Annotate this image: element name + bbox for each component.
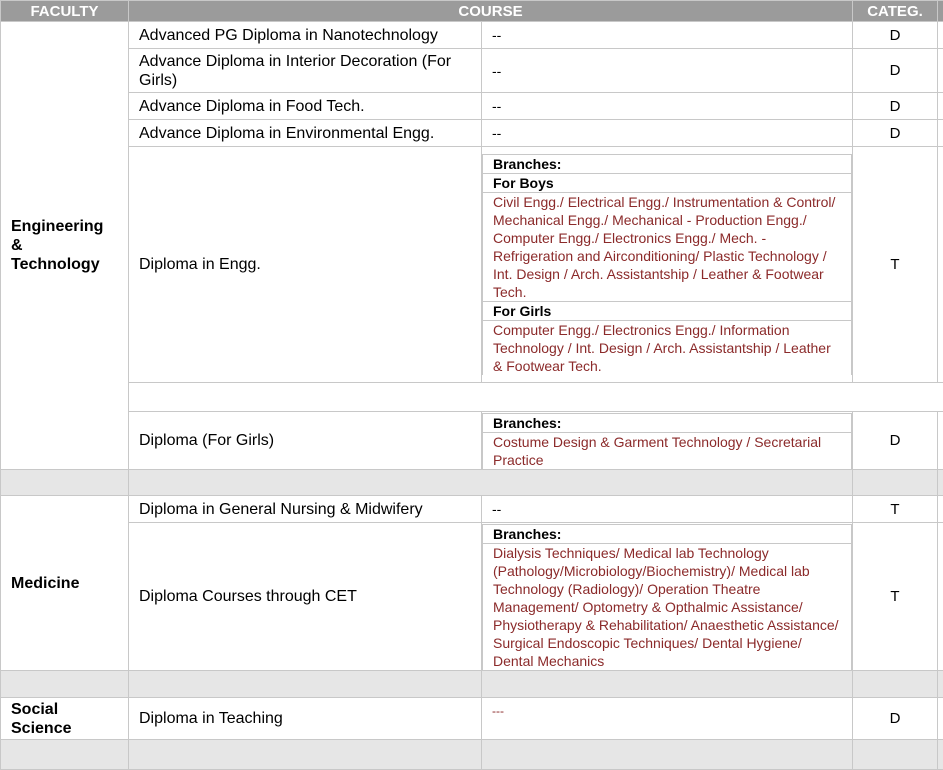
course-name: Advance Diploma in Food Tech. xyxy=(129,93,482,120)
table-row xyxy=(1,93,943,120)
girls-branches: Costume Design & Garment Technology / Secretarial Practice xyxy=(483,432,852,469)
course-name: Diploma in Teaching xyxy=(129,698,482,740)
boys-label: For Boys xyxy=(483,174,852,193)
row-end xyxy=(938,496,943,523)
gap-row xyxy=(1,671,943,698)
category-badge: D xyxy=(853,49,938,93)
category-badge: D xyxy=(853,698,938,740)
gap-row xyxy=(1,740,943,770)
branches-label: Branches: xyxy=(483,413,852,432)
faculty-social-science: Social Science xyxy=(1,698,129,740)
gap-cell xyxy=(938,740,943,770)
course-detail: -- xyxy=(482,49,853,93)
table-row xyxy=(1,412,943,470)
gap-cell xyxy=(482,671,853,698)
gap-cell xyxy=(938,671,943,698)
table-row xyxy=(1,147,943,383)
row-end xyxy=(938,22,943,49)
detail-dash: --- xyxy=(492,704,504,718)
category-badge: D xyxy=(853,22,938,49)
branches-label: Branches: xyxy=(483,155,852,174)
course-name: Advance Diploma in Interior Decoration (For Girls) xyxy=(129,49,482,93)
course-detail: -- xyxy=(482,496,853,523)
course-name: Diploma Courses through CET xyxy=(129,523,482,671)
gap-cell xyxy=(129,470,853,496)
branches-label: Branches: xyxy=(483,524,852,543)
branch-list xyxy=(482,524,852,670)
course-name: Advanced PG Diploma in Nanotechnology xyxy=(129,22,482,49)
table-row xyxy=(1,120,943,147)
row-end xyxy=(938,523,943,671)
cet-branches: Dialysis Techniques/ Medical lab Technology (Pathology/Microbiology/Biochemistry)/ Medical lab Technology (Radiology)/ Operation Theatre Management/ Optometry & Opthalmic Assistance/ Physiotherapy & Rehabilitation/ Anaesthetic Assistance/ Surgical Endoscopic Techniques/ Dental Hygiene/ Dental Mechanics xyxy=(483,543,852,670)
header-course: COURSE xyxy=(129,1,853,22)
row-end xyxy=(938,412,943,470)
table-row xyxy=(1,49,943,93)
course-name: Diploma in Engg. xyxy=(129,147,482,383)
course-name: Diploma (For Girls) xyxy=(129,412,482,470)
course-detail xyxy=(482,523,853,671)
faculty-engineering: Engineering & Technology xyxy=(1,22,129,470)
gap-cell xyxy=(853,740,938,770)
header-faculty: FACULTY xyxy=(1,1,129,22)
course-name: Diploma in General Nursing & Midwifery xyxy=(129,496,482,523)
spacer-cell xyxy=(129,383,943,412)
table-row xyxy=(1,698,943,740)
course-detail xyxy=(482,698,853,740)
gap-row xyxy=(1,470,943,496)
faculty-medicine: Medicine xyxy=(1,496,129,671)
branch-list xyxy=(482,413,852,469)
gap-cell xyxy=(1,470,129,496)
gap-cell xyxy=(853,671,938,698)
gap-cell xyxy=(129,671,482,698)
branch-list xyxy=(482,154,852,375)
spacer-row xyxy=(1,383,943,412)
table-row xyxy=(1,496,943,523)
course-name: Advance Diploma in Environmental Engg. xyxy=(129,120,482,147)
row-end xyxy=(938,147,943,383)
girls-branches: Computer Engg./ Electronics Engg./ Information Technology / Int. Design / Arch. Assistantship / Leather & Footwear Tech. xyxy=(483,321,852,376)
row-end xyxy=(938,93,943,120)
header-end xyxy=(938,1,943,22)
row-end xyxy=(938,698,943,740)
gap-cell xyxy=(129,740,482,770)
course-detail xyxy=(482,147,853,383)
category-badge: T xyxy=(853,496,938,523)
table-row xyxy=(1,22,943,49)
gap-cell xyxy=(482,740,853,770)
header-category: CATEG. xyxy=(853,1,938,22)
course-detail xyxy=(482,412,853,470)
gap-cell xyxy=(938,470,943,496)
gap-cell xyxy=(853,470,938,496)
row-end xyxy=(938,120,943,147)
gap-cell xyxy=(1,740,129,770)
table-row xyxy=(1,523,943,671)
gap-cell xyxy=(1,671,129,698)
header-row xyxy=(1,1,943,22)
boys-branches: Civil Engg./ Electrical Engg./ Instrumentation & Control/ Mechanical Engg./ Mechanical - Production Engg./ Computer Engg./ Electronics Engg./ Mech. - Refrigeration and Airconditioning/ Plastic Technology / Int. Design / Arch. Assistantship / Leather & Footwear Tech. xyxy=(483,193,852,302)
category-badge: D xyxy=(853,120,938,147)
row-end xyxy=(938,49,943,93)
course-detail: -- xyxy=(482,120,853,147)
category-badge: T xyxy=(853,523,938,671)
course-detail: -- xyxy=(482,22,853,49)
girls-label: For Girls xyxy=(483,302,852,321)
category-badge: D xyxy=(853,412,938,470)
category-badge: D xyxy=(853,93,938,120)
course-detail: -- xyxy=(482,93,853,120)
category-badge: T xyxy=(853,147,938,383)
